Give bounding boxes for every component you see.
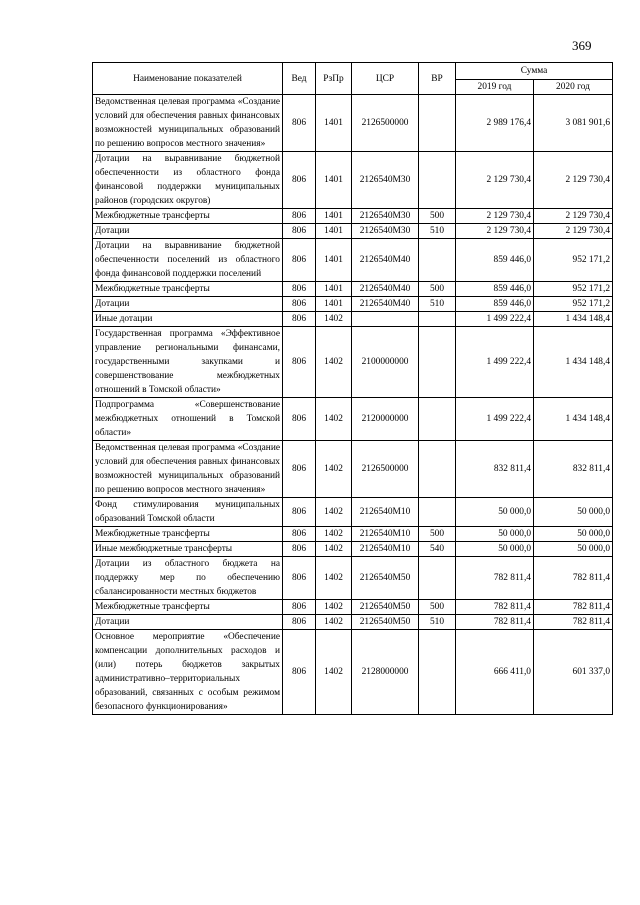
row-rzpr: 1401 [316, 209, 352, 224]
row-name: Межбюджетные трансферты [93, 600, 283, 615]
row-amount-2020: 50 000,0 [534, 542, 613, 557]
header-vr: ВР [419, 63, 456, 95]
row-rzpr: 1401 [316, 282, 352, 297]
table-row [93, 630, 613, 715]
row-csr: 2126540М50 [352, 615, 419, 630]
row-rzpr: 1402 [316, 498, 352, 527]
row-amount-2020: 952 171,2 [534, 297, 613, 312]
row-ved: 806 [283, 441, 316, 498]
row-amount-2019: 1 499 222,4 [456, 312, 534, 327]
row-vr [419, 327, 456, 398]
row-vr: 500 [419, 527, 456, 542]
row-vr [419, 630, 456, 715]
row-amount-2020: 2 129 730,4 [534, 224, 613, 239]
table-row [93, 327, 613, 398]
row-vr: 510 [419, 297, 456, 312]
row-amount-2019: 782 811,4 [456, 615, 534, 630]
header-year-2019: 2019 год [456, 80, 534, 95]
row-ved: 806 [283, 224, 316, 239]
row-csr: 2126540М30 [352, 224, 419, 239]
row-csr: 2100000000 [352, 327, 419, 398]
row-ved: 806 [283, 398, 316, 441]
table-row [93, 615, 613, 630]
row-csr: 2126540М40 [352, 297, 419, 312]
row-ved: 806 [283, 152, 316, 209]
row-rzpr: 1401 [316, 95, 352, 152]
row-amount-2020: 50 000,0 [534, 498, 613, 527]
row-amount-2019: 832 811,4 [456, 441, 534, 498]
row-rzpr: 1402 [316, 312, 352, 327]
row-amount-2020: 832 811,4 [534, 441, 613, 498]
row-amount-2020: 2 129 730,4 [534, 152, 613, 209]
table-row [93, 441, 613, 498]
row-ved: 806 [283, 615, 316, 630]
row-amount-2019: 859 446,0 [456, 282, 534, 297]
row-csr [352, 312, 419, 327]
row-csr: 2126500000 [352, 441, 419, 498]
row-name: Межбюджетные трансферты [93, 282, 283, 297]
row-amount-2019: 1 499 222,4 [456, 327, 534, 398]
row-name: Иные межбюджетные трансферты [93, 542, 283, 557]
row-vr [419, 441, 456, 498]
row-amount-2020: 952 171,2 [534, 282, 613, 297]
row-amount-2020: 782 811,4 [534, 557, 613, 600]
row-rzpr: 1402 [316, 615, 352, 630]
row-ved: 806 [283, 527, 316, 542]
table-row [93, 600, 613, 615]
row-ved: 806 [283, 95, 316, 152]
row-vr [419, 239, 456, 282]
row-amount-2020: 782 811,4 [534, 615, 613, 630]
row-amount-2019: 2 129 730,4 [456, 209, 534, 224]
row-csr: 2120000000 [352, 398, 419, 441]
table-row [93, 209, 613, 224]
row-ved: 806 [283, 327, 316, 398]
row-rzpr: 1402 [316, 557, 352, 600]
row-rzpr: 1402 [316, 398, 352, 441]
row-rzpr: 1401 [316, 224, 352, 239]
budget-table [92, 62, 613, 715]
table-row [93, 239, 613, 282]
row-vr [419, 312, 456, 327]
row-rzpr: 1402 [316, 600, 352, 615]
table-row [93, 542, 613, 557]
row-name: Ведомственная целевая программа «Создание условий для обеспечения равных финансовых возможностей муниципальных образований по решению вопросов местного значения» [93, 95, 283, 152]
row-amount-2020: 952 171,2 [534, 239, 613, 282]
row-csr: 2126540М50 [352, 600, 419, 615]
row-name: Основное мероприятие «Обеспечение компенсации дополнительных расходов и (или) потерь бюджетов закрытых административно–территориальных образований, связанных с особым режимом безопасного функционирования» [93, 630, 283, 715]
row-amount-2020: 2 129 730,4 [534, 209, 613, 224]
row-ved: 806 [283, 312, 316, 327]
row-csr: 2126540М30 [352, 209, 419, 224]
row-amount-2020: 3 081 901,6 [534, 95, 613, 152]
table-row [93, 312, 613, 327]
row-vr [419, 557, 456, 600]
row-ved: 806 [283, 209, 316, 224]
row-name: Подпрограмма «Совершенствование межбюджетных отношений в Томской области» [93, 398, 283, 441]
row-csr: 2126540М10 [352, 498, 419, 527]
row-ved: 806 [283, 297, 316, 312]
row-name: Иные дотации [93, 312, 283, 327]
row-vr: 500 [419, 600, 456, 615]
row-csr: 2126540М40 [352, 282, 419, 297]
row-csr: 2128000000 [352, 630, 419, 715]
row-vr: 510 [419, 224, 456, 239]
row-amount-2019: 782 811,4 [456, 557, 534, 600]
row-csr: 2126540М30 [352, 152, 419, 209]
row-name: Дотации на выравнивание бюджетной обеспеченности из областного фонда финансовой поддержки муниципальных районов (городских округов) [93, 152, 283, 209]
row-ved: 806 [283, 630, 316, 715]
row-rzpr: 1401 [316, 239, 352, 282]
row-rzpr: 1402 [316, 630, 352, 715]
row-name: Дотации [93, 615, 283, 630]
row-rzpr: 1401 [316, 297, 352, 312]
header-ved: Вед [283, 63, 316, 95]
table-row [93, 498, 613, 527]
row-amount-2019: 666 411,0 [456, 630, 534, 715]
page-number: 369 [572, 38, 592, 53]
table-row [93, 224, 613, 239]
row-vr: 500 [419, 209, 456, 224]
row-amount-2019: 859 446,0 [456, 239, 534, 282]
table-row [93, 297, 613, 312]
row-vr [419, 498, 456, 527]
row-name: Дотации [93, 297, 283, 312]
table-row [93, 527, 613, 542]
row-vr: 510 [419, 615, 456, 630]
header-sum: Сумма [456, 63, 613, 80]
row-amount-2020: 1 434 148,4 [534, 398, 613, 441]
row-ved: 806 [283, 542, 316, 557]
row-amount-2019: 2 129 730,4 [456, 224, 534, 239]
row-ved: 806 [283, 282, 316, 297]
header-rzpr: РзПр [316, 63, 352, 95]
row-vr [419, 398, 456, 441]
row-amount-2019: 50 000,0 [456, 498, 534, 527]
row-amount-2020: 1 434 148,4 [534, 327, 613, 398]
row-vr: 540 [419, 542, 456, 557]
row-vr: 500 [419, 282, 456, 297]
row-csr: 2126500000 [352, 95, 419, 152]
row-name: Ведомственная целевая программа «Создание условий для обеспечения равных финансовых возможностей муниципальных образований по решению вопросов местного значения» [93, 441, 283, 498]
row-ved: 806 [283, 557, 316, 600]
table-row [93, 152, 613, 209]
row-amount-2019: 2 989 176,4 [456, 95, 534, 152]
row-csr: 2126540М10 [352, 542, 419, 557]
header-name: Наименование показателей [93, 63, 283, 95]
row-name: Дотации из областного бюджета на поддержку мер по обеспечению сбалансированности местных бюджетов [93, 557, 283, 600]
row-name: Государственная программа «Эффективное управление региональными финансами, государственными закупками и совершенствование межбюджетных отношений в Томской области» [93, 327, 283, 398]
header-csr: ЦСР [352, 63, 419, 95]
row-csr: 2126540М50 [352, 557, 419, 600]
row-name: Дотации [93, 224, 283, 239]
row-rzpr: 1402 [316, 527, 352, 542]
row-name: Фонд стимулирования муниципальных образований Томской области [93, 498, 283, 527]
row-csr: 2126540М40 [352, 239, 419, 282]
row-vr [419, 152, 456, 209]
row-amount-2019: 1 499 222,4 [456, 398, 534, 441]
row-name: Межбюджетные трансферты [93, 209, 283, 224]
row-ved: 806 [283, 239, 316, 282]
header-year-2020: 2020 год [534, 80, 613, 95]
row-vr [419, 95, 456, 152]
table-body [93, 95, 613, 715]
table-row [93, 398, 613, 441]
row-amount-2020: 50 000,0 [534, 527, 613, 542]
row-amount-2019: 50 000,0 [456, 542, 534, 557]
row-amount-2019: 2 129 730,4 [456, 152, 534, 209]
row-amount-2020: 1 434 148,4 [534, 312, 613, 327]
row-csr: 2126540М10 [352, 527, 419, 542]
row-amount-2019: 50 000,0 [456, 527, 534, 542]
row-amount-2019: 859 446,0 [456, 297, 534, 312]
table-row [93, 557, 613, 600]
row-amount-2020: 782 811,4 [534, 600, 613, 615]
row-ved: 806 [283, 600, 316, 615]
row-name: Межбюджетные трансферты [93, 527, 283, 542]
row-rzpr: 1402 [316, 542, 352, 557]
row-amount-2020: 601 337,0 [534, 630, 613, 715]
row-ved: 806 [283, 498, 316, 527]
row-name: Дотации на выравнивание бюджетной обеспеченности поселений из областного фонда финансовой поддержки поселений [93, 239, 283, 282]
row-amount-2019: 782 811,4 [456, 600, 534, 615]
table-row [93, 95, 613, 152]
row-rzpr: 1401 [316, 152, 352, 209]
table-row [93, 282, 613, 297]
row-rzpr: 1402 [316, 441, 352, 498]
row-rzpr: 1402 [316, 327, 352, 398]
